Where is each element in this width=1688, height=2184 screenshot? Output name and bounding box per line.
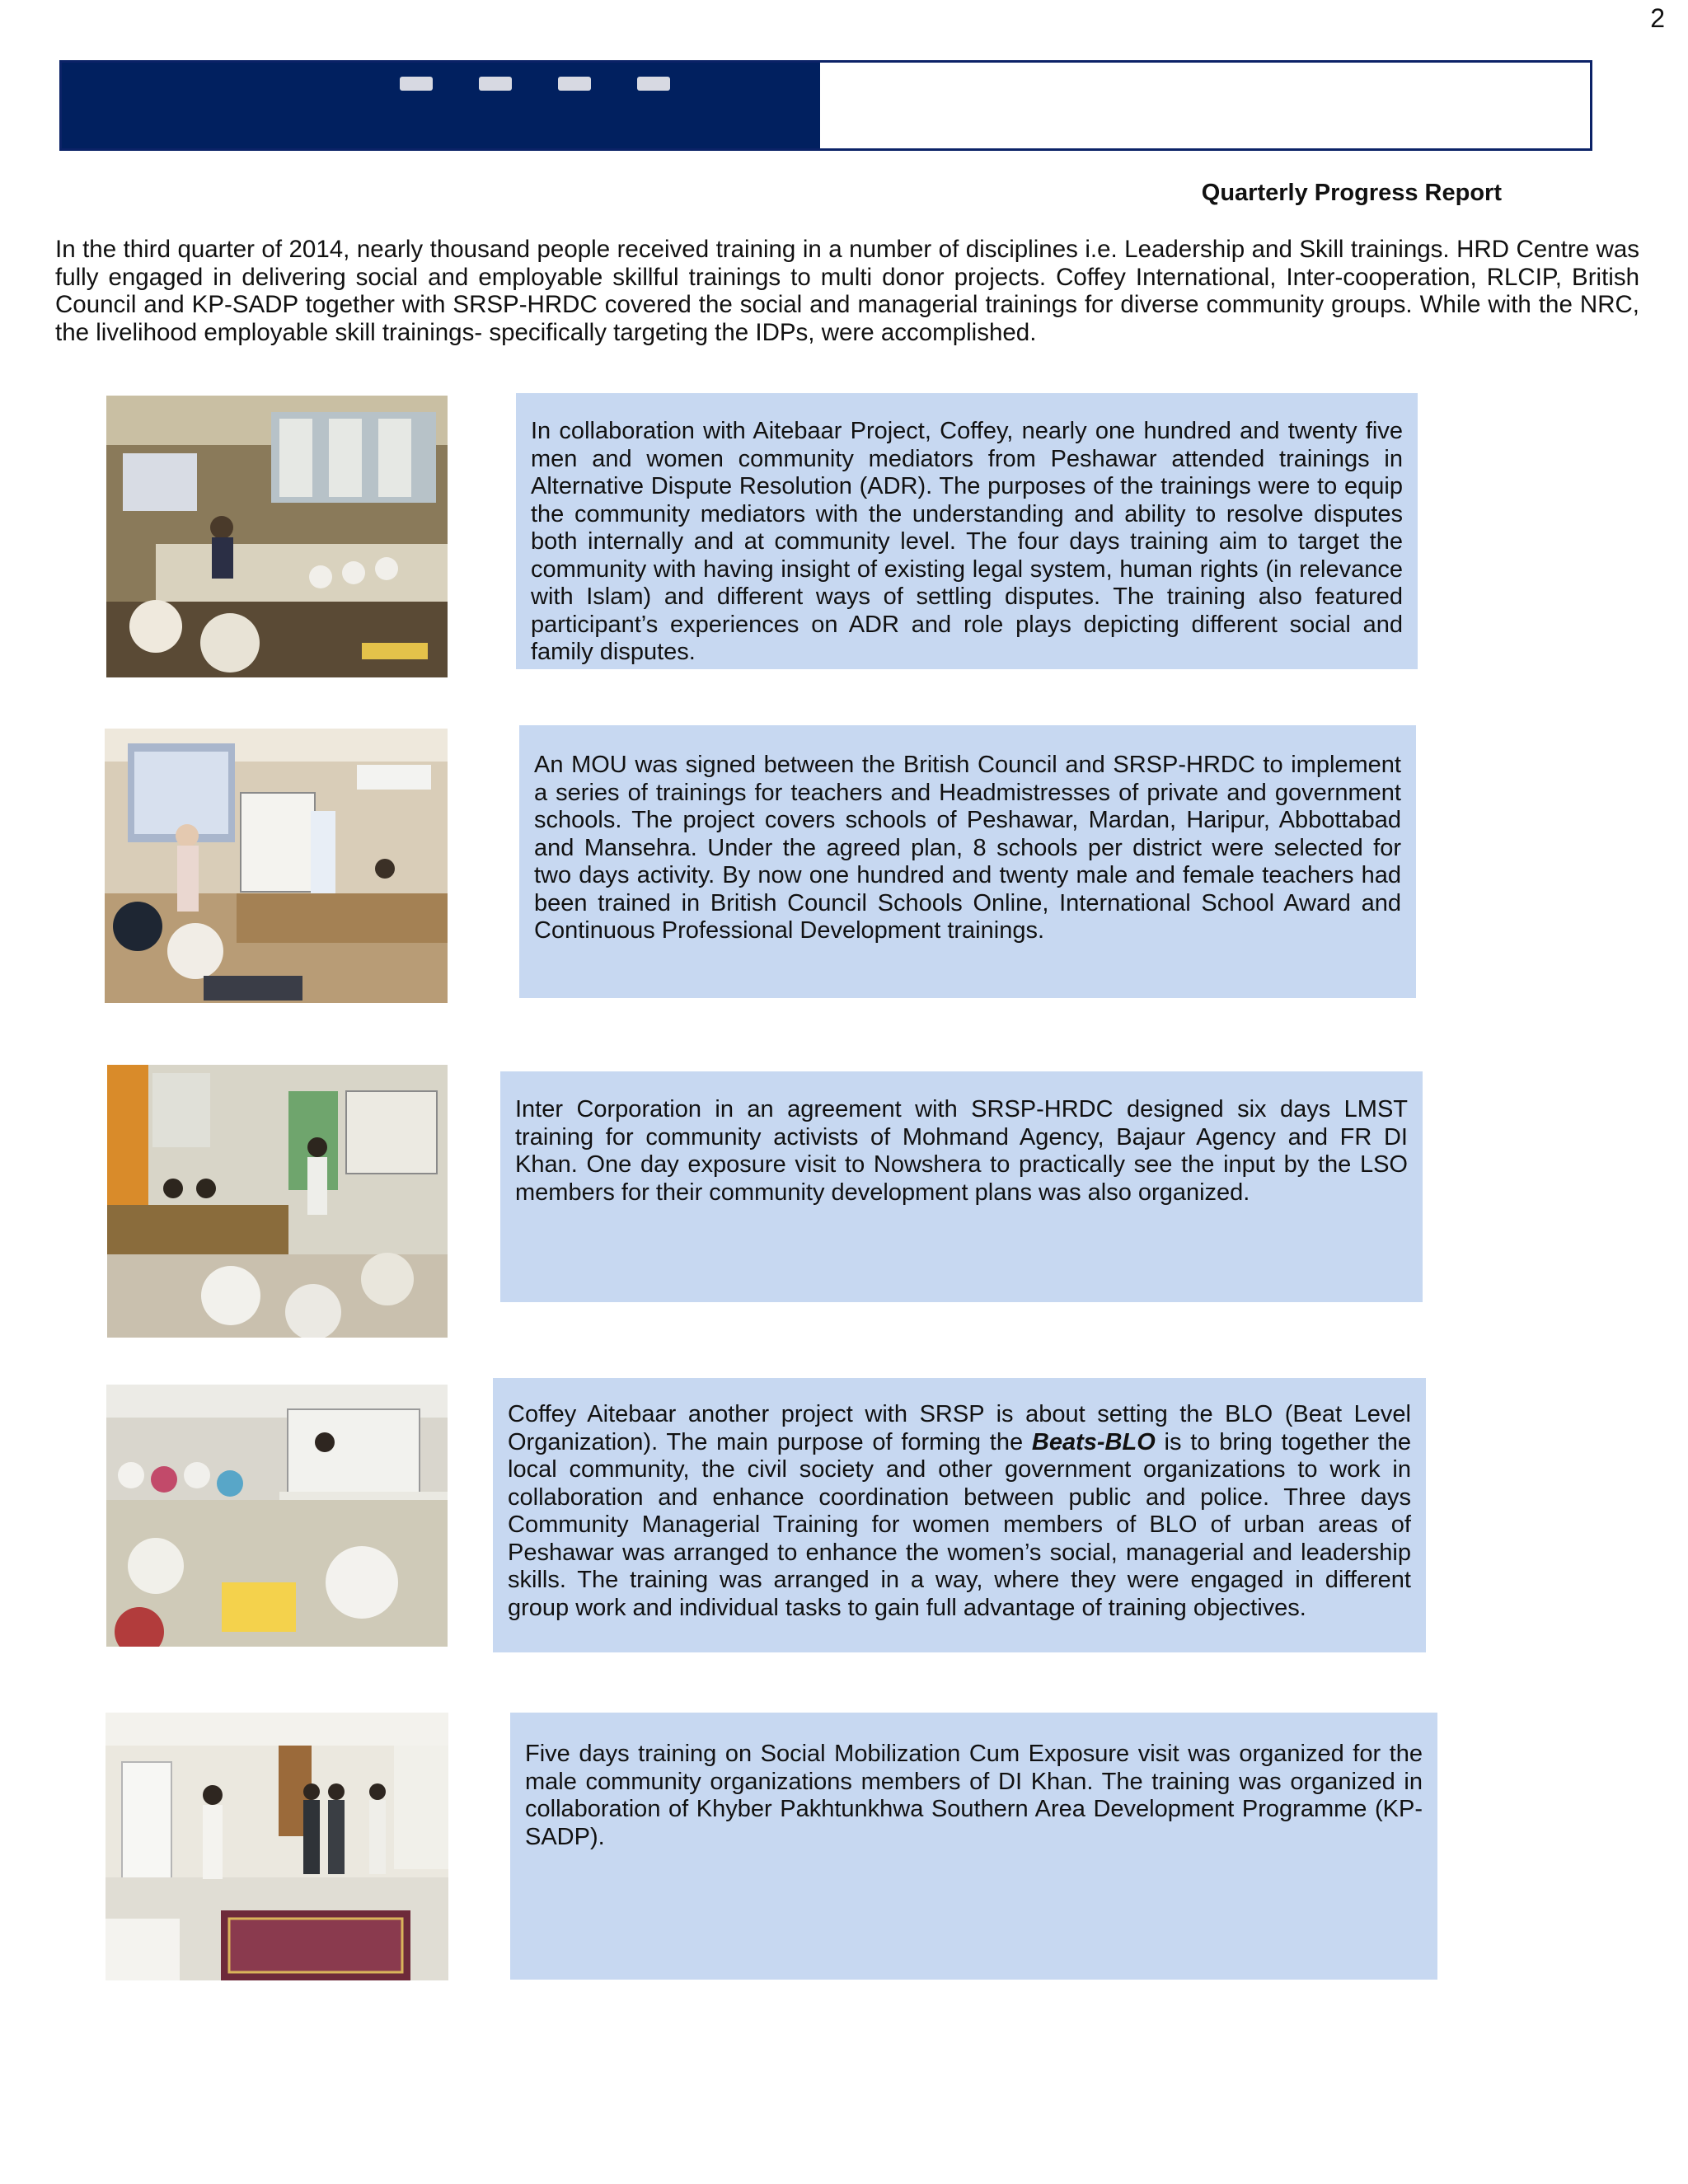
section-adr-text: In collaboration with Aitebaar Project, Coffey, nearly one hundred and twenty five men and women community mediators from Peshawar attended trainings in Alternative Dispute Resolution (ADR). The purposes of the trainings were to equip the community mediators with the understanding and ability to resolve disputes both internally and at community level. The four days training aim to target the community with having insight of existing legal system, human rights (in relevance with Islam) and different ways of settling disputes. The training also featured participant’s experiences on ADR and role plays depicting different social and family disputes. — [531, 418, 1403, 665]
section-blo-emphasis: Beats-BLO — [1031, 1428, 1156, 1455]
section-mou-text: An MOU was signed between the British Council and SRSP-HRDC to implement a series of trainings for teachers and Headmistresses of private and government schools. The project covers schools of Peshawar, Mardan, Haripur, Abbottabad and Mansehra. Under the agreed plan, 8 schools per district were selected for two days activity. By now one hundred and twenty male and female teachers had been trained in British Council Schools Online, International School Award and Continuous Professional Development trainings. — [534, 752, 1401, 944]
banner-tab-2 — [479, 77, 512, 91]
photo-lmst-training — [107, 1065, 448, 1338]
photo-blo-training — [106, 1385, 448, 1647]
photo-social-mobilization — [106, 1713, 448, 1980]
banner-tab-1 — [400, 77, 433, 91]
photo-adr-training — [106, 396, 448, 677]
photo-british-council-training — [105, 729, 448, 1003]
section-mobilization-textbox — [510, 1713, 1437, 1980]
section-adr-textbox — [516, 393, 1418, 669]
section-mobilization-text: Five days training on Social Mobilization Cum Exposure visit was organized for the male community organizations members of DI Khan. The training was organized in collaboration of Khyber Pakhtunkhwa Southern Area Development Programme (KP-SADP). — [525, 1741, 1423, 1850]
banner-tab-3 — [558, 77, 591, 91]
banner-tab-4 — [637, 77, 670, 91]
report-title: Quarterly Progress Report — [1201, 180, 1502, 206]
banner-blank-panel — [820, 63, 1590, 148]
intro-paragraph: In the third quarter of 2014, nearly thousand people received training in a number of disciplines i.e. Leadership and Skill trainings. HRD Centre was fully engaged in delivering social and employable skillful trainings to multi donor projects. Coffey International, Inter-cooperation, RLCIP, British Council and KP-SADP together with SRSP-HRDC covered the social and managerial trainings for diverse community groups. While with the NRC, the livelihood employable skill trainings- specifically targeting the IDPs, were accomplished. — [55, 236, 1639, 346]
section-blo-text — [508, 1401, 1411, 1622]
section-mou-textbox — [519, 725, 1416, 998]
section-blo-text-after: is to bring together the local community, the civil society and other government organizations to work in collaboration and enhance coordination between public and police. Three days Community Managerial Training for women members of BLO of urban areas of Peshawar was arranged to enhance the women’s social, managerial and leadership skills. The training was arranged in a way, where they were engaged in different group work and individual tasks to gain full advantage of training objectives. — [508, 1428, 1411, 1621]
section-blo-textbox — [493, 1378, 1426, 1652]
section-blo-text-before: Coffey Aitebaar another project with SRSP is about setting the BLO (Beat Level Organization). The main purpose of forming the — [508, 1401, 1411, 1455]
section-lmst-text: Inter Corporation in an agreement with SRSP-HRDC designed six days LMST training for community activists of Mohmand Agency, Bajaur Agency and FR DI Khan. One day exposure visit to Nowshera to practically see the input by the LSO members for their community development plans was also organized. — [515, 1096, 1408, 1206]
banner-dark-panel — [62, 63, 820, 148]
section-lmst-textbox — [500, 1071, 1423, 1302]
header-banner — [59, 60, 1592, 151]
page-number: 2 — [1650, 3, 1665, 33]
